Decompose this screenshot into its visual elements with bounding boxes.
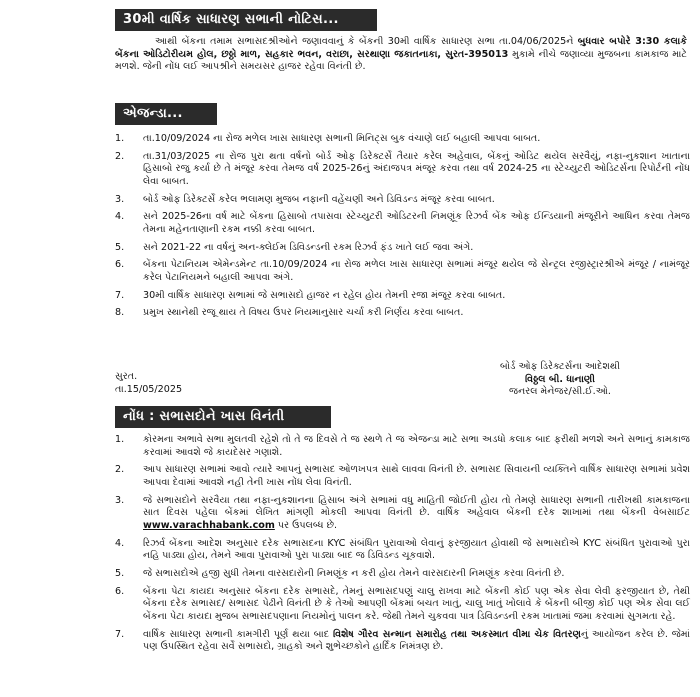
note-item-number: 5. <box>115 567 125 579</box>
agenda-item-number: 5. <box>115 241 125 253</box>
agenda-item-text: બેંકના પેટાનિયમ એમેન્ડમેન્ટ તા.10/09/2024 ના રોજ મળેલ ખાસ સાધારણ સભામાં મંજૂર થયેલ જે સેન્ટ્રલ રજીસ્ટ્રારશ્રીએ મંજૂર / નામંજૂર કરેલ પેટાનિયમને બહાલી આપવા અંગે. <box>143 259 690 283</box>
note-item-number: 4. <box>115 537 125 549</box>
note-item-text-end: પર ઉપલબ્ધ છે. <box>274 519 338 531</box>
notice-meeting-venue: બુધવાર બપોરે 3:30 કલાકે બેંકના ઓડિટોરીયમ હોલ, છઠ્ઠો માળ, સહકાર ભવન, વરાછા, સરથાણા જકાતનાકા, સુરત-395013 <box>115 36 687 60</box>
note-item-number: 1. <box>115 434 125 445</box>
notice-body <box>115 36 687 74</box>
note-item-text: જે સભાસદોએ હજી સુધી તેમના વારસદારોની નિમણૂંક ન કરી હોય તેમને વારસદારની નિમણૂંક કરવા વિનંતી છે. <box>143 567 565 579</box>
note-item <box>115 586 690 624</box>
signatory-name: વિઠ્ઠલ બી. ધાનાણી <box>524 373 596 385</box>
agenda-item <box>115 290 690 303</box>
agenda-list <box>115 133 690 325</box>
signatory <box>460 361 660 399</box>
place-date <box>115 371 182 396</box>
agenda-item <box>115 242 690 255</box>
notice-title: 30મી વાર્ષિક સાધારણ સભાની નોટિસ... <box>115 9 377 31</box>
signatory-designation: જનરલ મેનેજર/સી.ઈ.ઓ. <box>509 386 611 398</box>
note-item-text: આપ સાધારણ સભામાં આવો ત્યારે આપનું સભાસદ ઓળખપત્ર સાથે લાવવા વિનંતી છે. સભાસદ સિવાયની વ્યક્તિને વાર્ષિક સાધારણ સભામાં પ્રવેશ આપવા દેવામાં આવશે નહી તેની ખાસ નોંધ લેવા વિનંતી. <box>143 464 690 488</box>
agenda-item-number: 6. <box>115 259 125 271</box>
agenda-item-number: 8. <box>115 307 125 319</box>
note-item-number: 6. <box>115 585 125 597</box>
note-item-number: 7. <box>115 628 125 640</box>
bank-website-link[interactable]: www.varachhabank.com <box>143 519 275 531</box>
note-item <box>115 464 690 489</box>
signature-authority-line: બોર્ડ ઓફ ડિરેક્ટર્સના આદેશથી <box>500 361 620 372</box>
note-item-text-end: નું આયોજન કરેલ છે. જેમાં પણ ઉપસ્થિત રહેવા સર્વે સભાસદો, ગ્રાહકો અને શુભેચ્છકોને હાર્દિક નિમંત્રણ છે. <box>143 628 690 653</box>
signature-block <box>115 361 660 405</box>
note-item-text: કોરમના અભાવે સભા મુલતવી રહેશે તો તે જ દિવસે તે જ સ્થળે તે જ એજન્ડા માટે સભા અડધો કલાક બાદ ફરીથી મળશે અને સભાનું કામકાજ કરવામાં આવશે જે કાયદેસર ગણાશે. <box>143 434 690 458</box>
agenda-item-number: 2. <box>115 150 125 162</box>
note-item <box>115 568 690 581</box>
agenda-item-text: પ્રમુખ સ્થાનેથી રજૂ થાય તે વિષય ઉપર નિયમાનુસાર ચર્ચા કરી નિર્ણય કરવા બાબત. <box>143 307 464 319</box>
agenda-item-text: તા.10/09/2024 ના રોજ મળેલ ખાસ સાધારણ સભાની મિનિટ્સ બુક વંચાણે લઈ બહાલી આપવા બાબત. <box>143 133 541 144</box>
note-item <box>115 434 690 459</box>
agenda-title: એજન્ડા... <box>115 103 217 125</box>
agenda-item-text: 30મી વાર્ષિક સાધારણ સભામાં જે સભાસદો હાજર ન રહેલ હોય તેમની રજા મંજૂર કરવા બાબત. <box>143 289 506 301</box>
note-item-text: જે સભાસદોને સરવૈયા તથા નફા-નુકશાનના હિસાબ અંગે સભામાં વધુ માહિતી જોઈતી હોય તો તેમણે સાધારણ સભાની તારીખથી કામકાજના સાત દિવસ પહેલા બેંકમાં લેખિત માંગણી મોકલી આપવા વિનંતી છે. વાર્ષિક અહેવાલ બેંકની દરેક શાખામાં તથા બેંકની વેબસાઈટ <box>143 494 690 519</box>
signature-place: સુરત. <box>115 371 138 382</box>
note-item-text: બેંકના પેટા કાયદા અનુસાર બેંકના દરેક સભાસદે, તેમનું સભાસદપણું ચાલુ રાખવા માટે બેંકની કોઈ પણ એક સેવા લેવી ફરજીયાત છે, તેથી બેંકના દરેક સભાસદ/ સભાસદ પેઢીને વિનંતી છે કે તેઓ આપણી બેંકમાં બચત ખાતું, ચાલુ ખાતું ખોલાવે કે બેંકની બીજી કોઈ પણ એક સેવા લઈ બેંકના પેટા કાયદા મુજબ સભાસદપણાના નિયમોનું પાલન કરે. જેથી તેમને ચુકવવા પાત્ર ડિવિડન્ડની રકમ ખાતામાં જમા કરવામાં સુગમતા રહે. <box>143 585 690 622</box>
agenda-item-text: સને 2021-22 ના વર્ષનું અન-ક્લેઈમ ડિવિડન્ડની રકમ રિઝર્વ ફંડ ખાતે લઈ જવા અંગે. <box>143 241 474 253</box>
agenda-item-text: સને 2025-26ના વર્ષ માટે બેંકના હિસાબો તપાસવા સ્ટેચ્યુટરી ઓડિટરની નિમણૂંક રિઝર્વ બેંક ઓફ ઈન્ડિયાની મંજૂરીને આધિન કરવા તેમજ તેમના મહેનતાણાની રકમ નક્કી કરવા બાબત. <box>143 211 690 235</box>
note-item <box>115 629 690 654</box>
agenda-item-text: બોર્ડ ઓફ ડિરેક્ટર્સે કરેલ ભલામણ મુજબ નફાની વહેંચણી અને ડિવિડન્ડ મંજૂર કરવા બાબત. <box>143 193 495 205</box>
agenda-item-number: 3. <box>115 193 125 205</box>
notes-title: નોંધ : સભાસદોને ખાસ વિનંતી <box>115 406 331 428</box>
agenda-item <box>115 151 690 189</box>
notice-body-part-3: મુકામે નીચે જણાવ્યા મુજબના કામકાજ માટે મળશે. જેની નોંધ લઈ આપશ્રીને સમયસર હાજર રહેવા વિનંતી છે. <box>115 48 687 73</box>
agenda-item-number: 7. <box>115 289 125 301</box>
agenda-item-number: 4. <box>115 211 125 223</box>
agenda-item <box>115 194 690 207</box>
note-item-number: 3. <box>115 494 125 506</box>
agenda-item <box>115 133 690 146</box>
note-item <box>115 538 690 563</box>
notice-body-part-1: આથી બેંકના તમામ સભાસદશ્રીઓને જણાવવાનું કે બેંકની 30મી વાર્ષિક સાધારણ સભા તા.04/06/2025ને <box>155 36 578 47</box>
agenda-item <box>115 259 690 284</box>
notes-list <box>115 434 690 659</box>
note-item-text: વાર્ષિક સાધારણ સભાની કામગીરી પૂર્ણ થયા બાદ <box>143 628 333 640</box>
note-item-text: રિઝર્વ બેંકના આદેશ અનુસાર દરેક સભાસદના KYC સંબંધિત પુરાવાઓ લેવાનું ફરજીયાત હોવાથી જે સભાસદોએ KYC સંબંધિત પુરાવાઓ પુરા નહિ પાડ્યા હોય, તેમને આવા પુરાવાઓ પુરા પાડ્યા બાદ જ ડિવિડન્ડ ચૂકવાશે. <box>143 537 690 562</box>
agenda-item <box>115 307 690 320</box>
agenda-item <box>115 211 690 236</box>
note-item-number: 2. <box>115 464 125 476</box>
signature-date: તા.15/05/2025 <box>115 383 183 395</box>
note-item <box>115 495 690 533</box>
agenda-item-text: તા.31/03/2025 ના રોજ પુરા થતા વર્ષનો બોર્ડ ઓફ ડિરેક્ટર્સે તૈયાર કરેલ અહેવાલ, બેંકનું ઓડિટ થયેલ સરવૈયું, નફા-નુકશાન ખાતાના હિસાબો રજુ કર્યા છે તે મંજૂર કરવા તેમજ વર્ષ 2025-26નું અંદાજપત્ર મંજૂર કરવા તથા વર્ષ 2024-25 ના સ્ટેચ્યુટરી ઓડિટર્સના રિપોર્ટની નોંધ લેવા બાબત. <box>143 150 690 187</box>
event-highlight: વિશેષ ગૌરવ સન્માન સમારોહ તથા અકસ્માત વીમા ચેક વિતરણ <box>333 628 581 640</box>
agenda-item-number: 1. <box>115 133 125 144</box>
